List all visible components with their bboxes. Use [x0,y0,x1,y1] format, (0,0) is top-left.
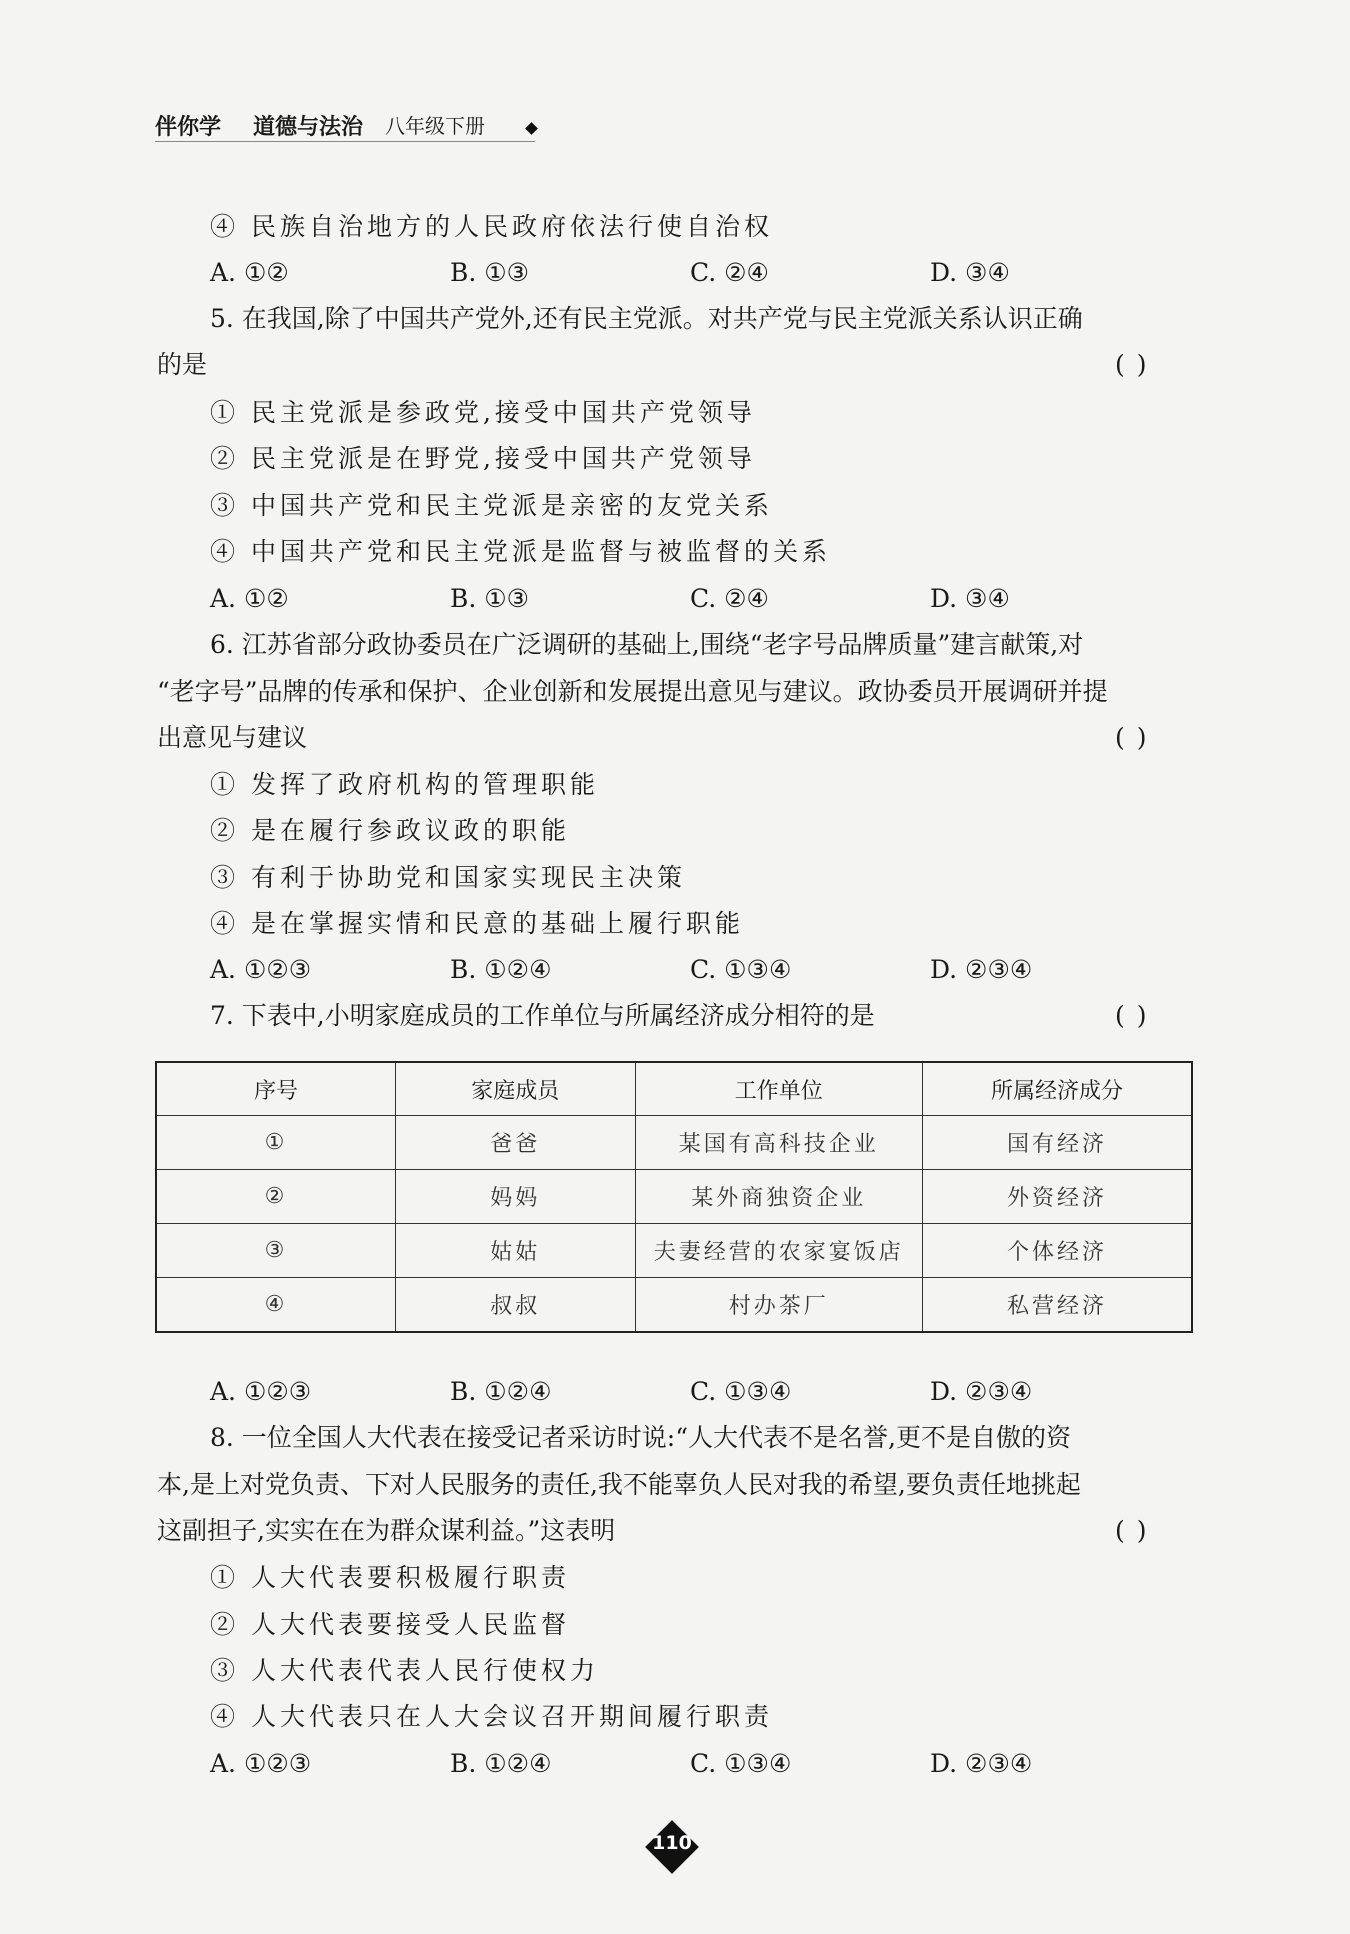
table-row [156,1278,1192,1333]
option-a[interactable]: A. ①②③ [210,1377,312,1406]
q8-statement-3: ③ 人大代表代表人民行使权力 [210,1656,599,1685]
option-d[interactable]: D. ③④ [930,584,1010,613]
q8-stem-line-2: 本,是上对党负责、下对人民服务的责任,我不能辜负人民对我的希望,要负责任地挑起 [157,1470,1081,1499]
option-a[interactable]: A. ①②③ [210,1749,312,1778]
q5-stem-line-2: 的是 [157,350,208,379]
q5-statement-1: ① 民主党派是参政党,接受中国共产党领导 [210,398,756,427]
q7-answer-blank[interactable]: ( ) [1115,1001,1149,1030]
option-d[interactable]: D. ②③④ [930,955,1033,984]
q8-stem-line-3: 这副担子,实实在在为群众谋利益。”这表明 [157,1516,616,1545]
table-row [156,1224,1192,1278]
option-a[interactable]: A. ①② [210,584,289,613]
cell-index: ③ [156,1224,396,1278]
cell-workplace: 村办茶厂 [635,1278,922,1333]
q4-statement-4: ④ 民族自治地方的人民政府依法行使自治权 [210,212,773,241]
header-rule [155,141,535,142]
option-c[interactable]: C. ②④ [690,258,769,287]
q8-statement-2: ② 人大代表要接受人民监督 [210,1610,570,1639]
cell-workplace: 夫妻经营的农家宴饭店 [635,1224,922,1278]
header-grade: 八年级下册 [385,114,485,138]
option-c[interactable]: C. ①③④ [690,955,792,984]
q6-stem-line-3: 出意见与建议 [157,723,308,752]
cell-economic-sector: 私营经济 [923,1278,1193,1333]
option-d[interactable]: D. ②③④ [930,1377,1033,1406]
col-header-member: 家庭成员 [396,1062,636,1116]
page-number: 110 [652,1832,692,1854]
cell-member: 妈妈 [396,1170,636,1224]
option-c[interactable]: C. ①③④ [690,1377,792,1406]
cell-economic-sector: 外资经济 [923,1170,1193,1224]
cell-workplace: 某外商独资企业 [635,1170,922,1224]
header-diamond-icon [525,122,538,135]
q5-statement-4: ④ 中国共产党和民主党派是监督与被监督的关系 [210,537,831,566]
q5-statement-3: ③ 中国共产党和民主党派是亲密的友党关系 [210,491,773,520]
cell-economic-sector: 个体经济 [923,1224,1193,1278]
q8-statement-1: ① 人大代表要积极履行职责 [210,1563,570,1592]
family-work-table [155,1061,1193,1333]
cell-member: 爸爸 [396,1116,636,1170]
option-a[interactable]: A. ①② [210,258,289,287]
q8-answer-blank[interactable]: ( ) [1115,1516,1149,1545]
q8-stem-line-1: 8. 一位全国人大代表在接受记者采访时说:“人大代表不是名誉,更不是自傲的资 [210,1423,1071,1452]
option-d[interactable]: D. ②③④ [930,1749,1033,1778]
q6-stem-line-1: 6. 江苏省部分政协委员在广泛调研的基础上,围绕“老字号品牌质量”建言献策,对 [210,630,1084,659]
option-d[interactable]: D. ③④ [930,258,1010,287]
table-row [156,1116,1192,1170]
q5-stem-line-1: 5. 在我国,除了中国共产党外,还有民主党派。对共产党与民主党派关系认识正确 [210,304,1083,333]
q6-stem-line-2: “老字号”品牌的传承和保护、企业创新和发展提出意见与建议。政协委员开展调研并提 [157,677,1108,706]
option-b[interactable]: B. ①②④ [450,1749,552,1778]
q5-statement-2: ② 民主党派是在野党,接受中国共产党领导 [210,444,756,473]
option-c[interactable]: C. ①③④ [690,1749,792,1778]
cell-member: 叔叔 [396,1278,636,1333]
table-row [156,1170,1192,1224]
q6-statement-3: ③ 有利于协助党和国家实现民主决策 [210,863,686,892]
table-header-row [156,1062,1192,1116]
header-subject: 道德与法治 [253,115,364,140]
q6-statement-4: ④ 是在掌握实情和民意的基础上履行职能 [210,909,744,938]
page-number-badge [645,1820,699,1874]
col-header-economic-sector: 所属经济成分 [923,1062,1193,1116]
cell-economic-sector: 国有经济 [923,1116,1193,1170]
option-b[interactable]: B. ①③ [450,258,530,287]
option-b[interactable]: B. ①③ [450,584,530,613]
q6-statement-1: ① 发挥了政府机构的管理职能 [210,770,599,799]
q8-statement-4: ④ 人大代表只在人大会议召开期间履行职责 [210,1702,773,1731]
cell-index: ① [156,1116,396,1170]
option-b[interactable]: B. ①②④ [450,955,552,984]
option-b[interactable]: B. ①②④ [450,1377,552,1406]
cell-workplace: 某国有高科技企业 [635,1116,922,1170]
option-a[interactable]: A. ①②③ [210,955,312,984]
cell-index: ② [156,1170,396,1224]
col-header-index: 序号 [156,1062,396,1116]
q6-answer-blank[interactable]: ( ) [1115,723,1149,752]
cell-index: ④ [156,1278,396,1333]
q7-stem-line-1: 7. 下表中,小明家庭成员的工作单位与所属经济成分相符的是 [210,1001,875,1030]
option-c[interactable]: C. ②④ [690,584,769,613]
header-series: 伴你学 [155,115,222,140]
col-header-workplace: 工作单位 [635,1062,922,1116]
q5-answer-blank[interactable]: ( ) [1115,350,1149,379]
q6-statement-2: ② 是在履行参政议政的职能 [210,816,570,845]
cell-member: 姑姑 [396,1224,636,1278]
